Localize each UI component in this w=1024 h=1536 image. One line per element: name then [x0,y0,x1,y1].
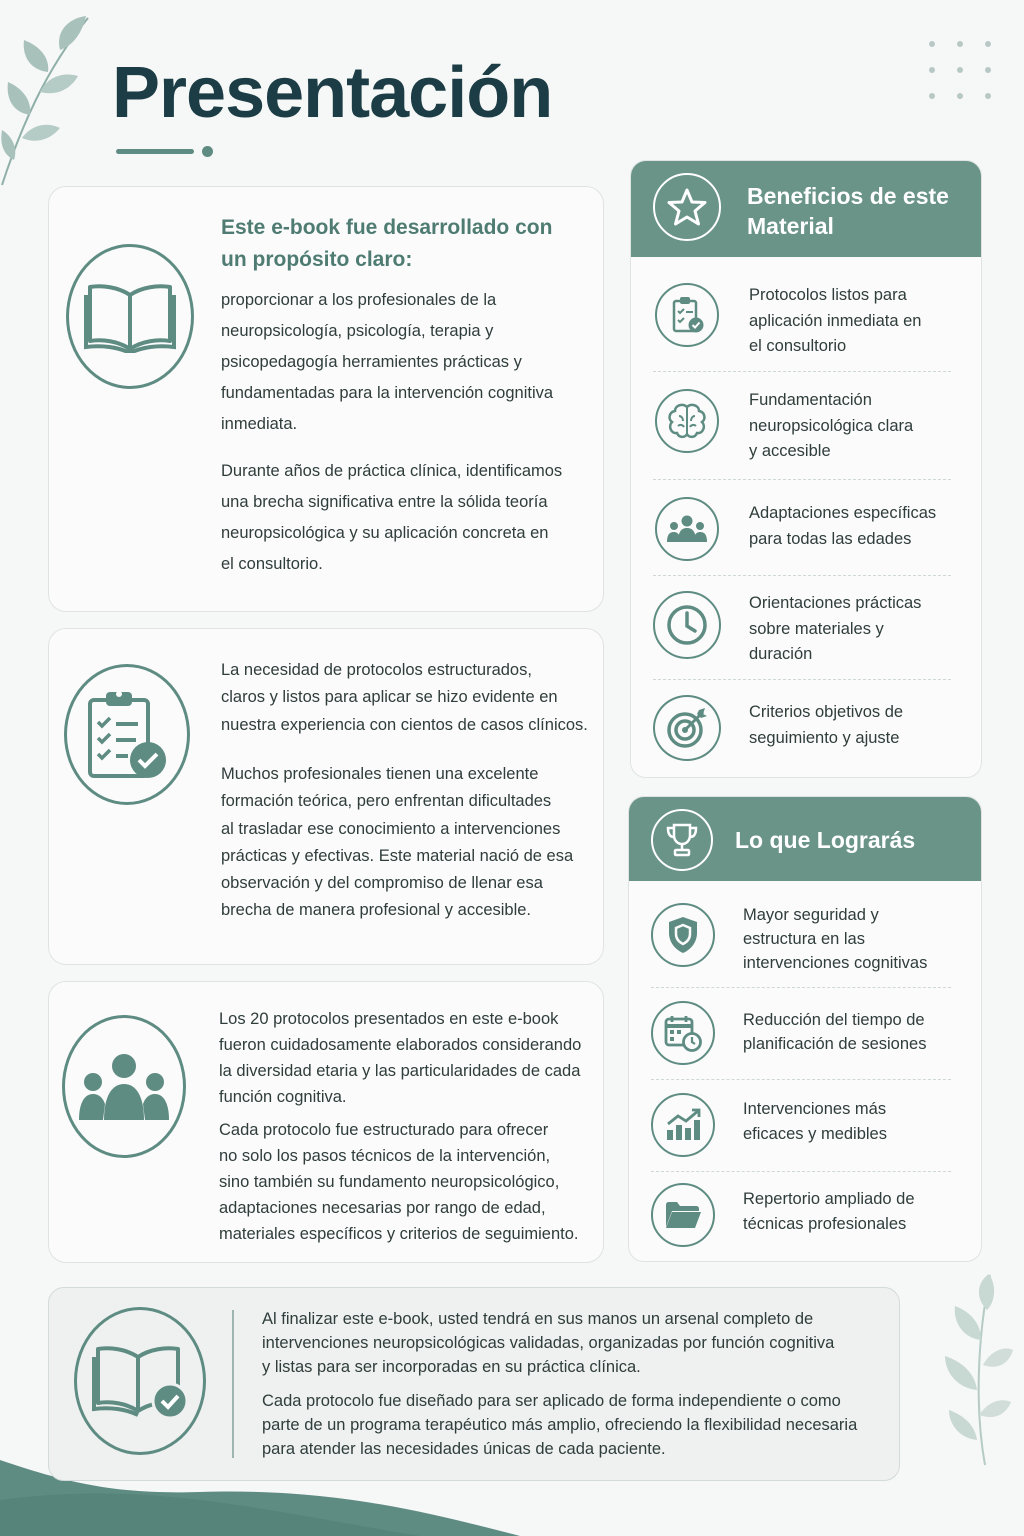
achievement-line: Intervenciones más [743,1100,887,1118]
benefit-line: Adaptaciones específicas [749,504,937,522]
book-check-icon [74,1307,206,1455]
conclusion-paragraph-2: Cada protocolo fue diseñado para ser aplicado de forma independiente o como parte de un programa terapéutico más amplio, ofreciendo la flexibilidad necesaria para atender las necesidades únicas de cada paciente. [262,1392,858,1458]
achievement-line: planificación de sesiones [743,1035,927,1053]
benefit-line: y accesible [749,442,831,460]
protocols-paragraph-2: Cada protocolo fue estructurado para ofrecer no solo los pasos técnicos de la intervención, sino también su fundamento neuropsicológico, adaptaciones necesarias por rango de edad, materiales específicos y criterios de seguimiento. [219,1121,579,1243]
intro-paragraph-2: Durante años de práctica clínica, identificamos una brecha significativa entre la sólida teoría neuropsicológica y su aplicación concreta en el consultorio. [221,462,563,573]
protocols-paragraph-1: Los 20 protocolos presentados en este e-book fueron cuidadosamente elaborados considerando la diversidad etaria y las particularidades de cada función cognitiva. [219,1010,582,1106]
intro-paragraph-1: proporcionar a los profesionales de la neuropsicología, psicología, terapia y psicopedagogía herramientes prácticas y fundamentadas para la intervención cognitiva inmediata. [221,291,554,433]
trophy-icon [651,809,713,871]
benefit-line: para todas las edades [749,529,912,548]
benefits-title: Beneficios de este Material [747,183,949,239]
divider [651,987,951,988]
group-icon [655,497,719,561]
achievements-card [628,796,982,1262]
leaf-decoration-icon [0,10,95,190]
divider [653,371,951,372]
benefit-line: sobre materiales y [749,619,884,638]
group-icon [62,1015,186,1158]
title-underline [116,149,194,154]
benefit-line: Protocolos listos para [749,286,907,304]
achievements-header [629,797,981,881]
benefits-header [631,161,981,257]
achievement-line: técnicas profesionales [743,1215,907,1233]
need-paragraph-1: La necesidad de protocolos estructurados, claros y listos para aplicar se hizo evidente en nuestra experiencia con cientos de casos clínicos. [221,661,588,734]
dots-decoration-icon [925,38,995,100]
benefit-line: aplicación inmediata en [749,311,922,330]
conclusion-paragraph-1: Al finalizar este e-book, usted tendrá en sus manos un arsenal completo de intervenciones neuropsicológicas validadas, organizadas por función cognitiva y listas para ser incorporadas en su práctica clínica. [262,1310,835,1376]
calendar-clock-icon [651,1001,715,1065]
achievement-line: Mayor seguridad y [743,906,879,924]
divider [653,575,951,576]
star-icon [653,173,721,241]
achievement-line: eficaces y medibles [743,1125,887,1143]
benefit-line: duración [749,645,813,663]
benefit-line: seguimiento y ajuste [749,728,900,747]
brain-icon [655,389,719,453]
divider [653,479,951,480]
shield-icon [651,903,715,967]
open-book-icon [66,244,194,389]
clipboard-check-icon [64,664,190,805]
page-title: Presentación [112,53,553,133]
intro-heading: Este e-book fue desarrollado con un propósito claro: [221,216,553,271]
target-icon [653,695,721,761]
divider [232,1310,234,1458]
benefit-line: Fundamentación [749,391,872,409]
achievements-title: Lo que Lograrás [735,827,916,853]
divider [651,1079,951,1080]
benefit-line: Orientaciones prácticas [749,594,922,612]
clipboard-check-icon [655,283,719,347]
chart-growth-icon [651,1093,715,1157]
clock-icon [653,591,721,659]
benefits-card [630,160,982,778]
divider [653,679,951,680]
benefit-line: el consultorio [749,337,847,355]
need-paragraph-2: Muchos profesionales tienen una excelente formación teórica, pero enfrentan dificultades al trasladar ese conocimiento a intervenciones prácticas y efectivas. Este material nació de esa observación y del compromiso de llenar esa brecha de manera profesional y accesible. [221,765,574,920]
divider [651,1171,951,1172]
benefit-line: neuropsicológica clara [749,416,914,435]
achievement-line: Reducción del tiempo de [743,1011,925,1029]
achievement-line: estructura en las [743,930,865,948]
achievement-line: Repertorio ampliado de [743,1190,915,1208]
title-dot [202,146,213,157]
achievement-line: intervenciones cognitivas [743,954,928,972]
benefit-line: Criterios objetivos de [749,703,904,721]
folder-icon [651,1183,715,1247]
